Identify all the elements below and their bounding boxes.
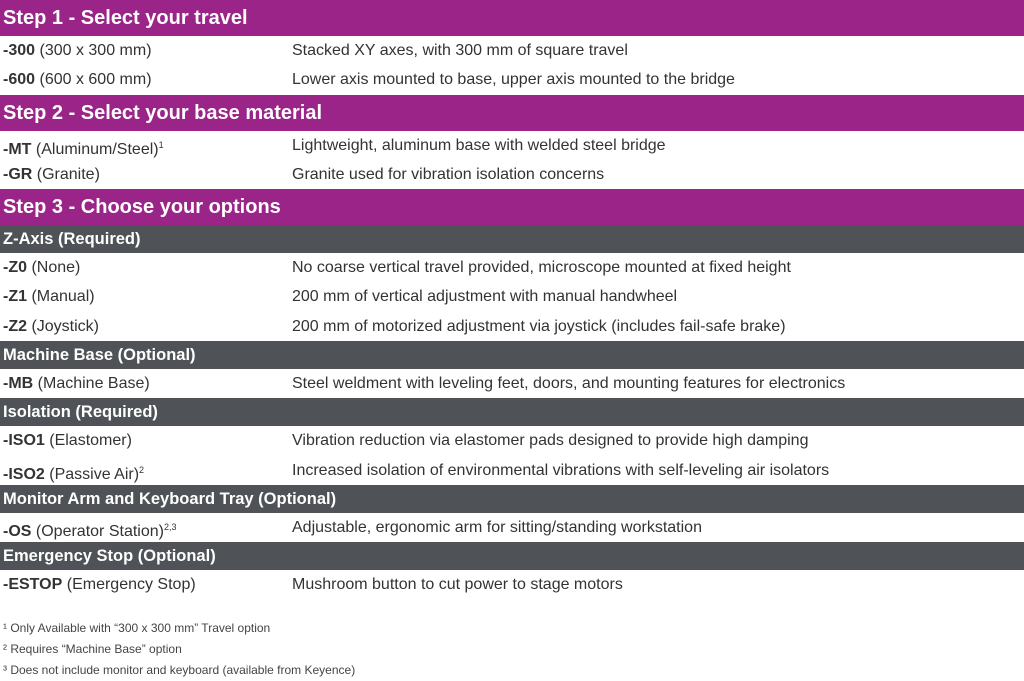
option-code: -ISO2: [3, 465, 45, 483]
option-description: Mushroom button to cut power to stage motors: [292, 576, 623, 594]
option-code: -ESTOP: [3, 576, 63, 594]
option-code: -ISO1: [3, 432, 45, 450]
option-row-estop: [0, 570, 1024, 599]
footnotes: [3, 618, 355, 681]
option-paren: (Machine Base): [37, 375, 150, 393]
footnote-2: ² Requires “Machine Base” option: [3, 642, 182, 656]
option-description: Lower axis mounted to base, upper axis mounted to the bridge: [292, 71, 735, 89]
group-header-isolation: Isolation (Required): [0, 398, 1024, 426]
option-row-600: [0, 65, 1024, 94]
footnote-marker: 1: [158, 139, 164, 150]
option-code: -MT: [3, 140, 32, 158]
step-1-header: Step 1 - Select your travel: [0, 0, 1024, 36]
option-row-z0: [0, 253, 1024, 282]
option-code: -Z0: [3, 259, 27, 277]
option-description: Adjustable, ergonomic arm for sitting/standing workstation: [292, 518, 702, 536]
group-header-z-axis: Z-Axis (Required): [0, 225, 1024, 253]
option-code: -MB: [3, 375, 34, 393]
option-row-gr: [0, 160, 1024, 189]
group-header-monitor-arm: Monitor Arm and Keyboard Tray (Optional): [0, 485, 1024, 513]
option-paren: (Joystick): [31, 317, 100, 335]
group-header-emergency-stop: Emergency Stop (Optional): [0, 542, 1024, 570]
option-description: 200 mm of motorized adjustment via joystick (includes fail-safe brake): [292, 317, 786, 335]
option-description: Vibration reduction via elastomer pads designed to provide high damping: [292, 432, 809, 450]
option-row-mb: [0, 369, 1024, 398]
option-paren: (Operator Station): [35, 522, 164, 540]
option-paren: (Emergency Stop): [66, 576, 196, 594]
option-paren: (None): [31, 259, 81, 277]
option-paren: (Passive Air): [49, 465, 140, 483]
option-description: No coarse vertical travel provided, microscope mounted at fixed height: [292, 259, 791, 277]
option-row-os: [0, 513, 1024, 542]
option-description: Granite used for vibration isolation concerns: [292, 165, 605, 183]
option-paren: (600 x 600 mm): [39, 71, 152, 89]
option-paren: (Granite): [36, 165, 100, 183]
option-paren: (Aluminum/Steel): [35, 140, 159, 158]
option-code: -300: [3, 42, 36, 59]
option-description: Lightweight, aluminum base with welded steel bridge: [292, 136, 666, 154]
footnote-3: ³ Does not include monitor and keyboard (available from Keyence): [3, 663, 356, 677]
option-row-z2: [0, 312, 1024, 341]
option-row-z1: [0, 282, 1024, 311]
option-code: -GR: [3, 165, 33, 183]
footnote-1: ¹ Only Available with “300 x 300 mm” Travel option: [3, 621, 271, 635]
option-description: 200 mm of vertical adjustment with manual handwheel: [292, 288, 678, 306]
footnote-marker: 2,3: [163, 521, 177, 532]
option-description: Steel weldment with leveling feet, doors, and mounting features for electronics: [292, 375, 846, 393]
option-description: Stacked XY axes, with 300 mm of square travel: [292, 42, 628, 59]
footnote-marker: 2: [139, 464, 145, 475]
option-code: -Z2: [3, 317, 27, 335]
option-paren: (Manual): [31, 288, 95, 306]
option-description: Increased isolation of environmental vibrations with self-leveling air isolators: [292, 461, 830, 479]
step-3-header: Step 3 - Choose your options: [0, 189, 1024, 225]
option-code: -Z1: [3, 288, 27, 306]
option-row-mt: [0, 131, 1024, 160]
option-row-300: [0, 36, 1024, 65]
option-code: -OS: [3, 522, 32, 540]
option-row-iso1: [0, 426, 1024, 455]
option-paren: (300 x 300 mm): [39, 42, 152, 59]
option-paren: (Elastomer): [49, 432, 132, 450]
group-header-machine-base: Machine Base (Optional): [0, 341, 1024, 369]
step-2-header: Step 2 - Select your base material: [0, 95, 1024, 131]
option-row-iso2: [0, 456, 1024, 485]
option-code: -600: [3, 71, 36, 89]
